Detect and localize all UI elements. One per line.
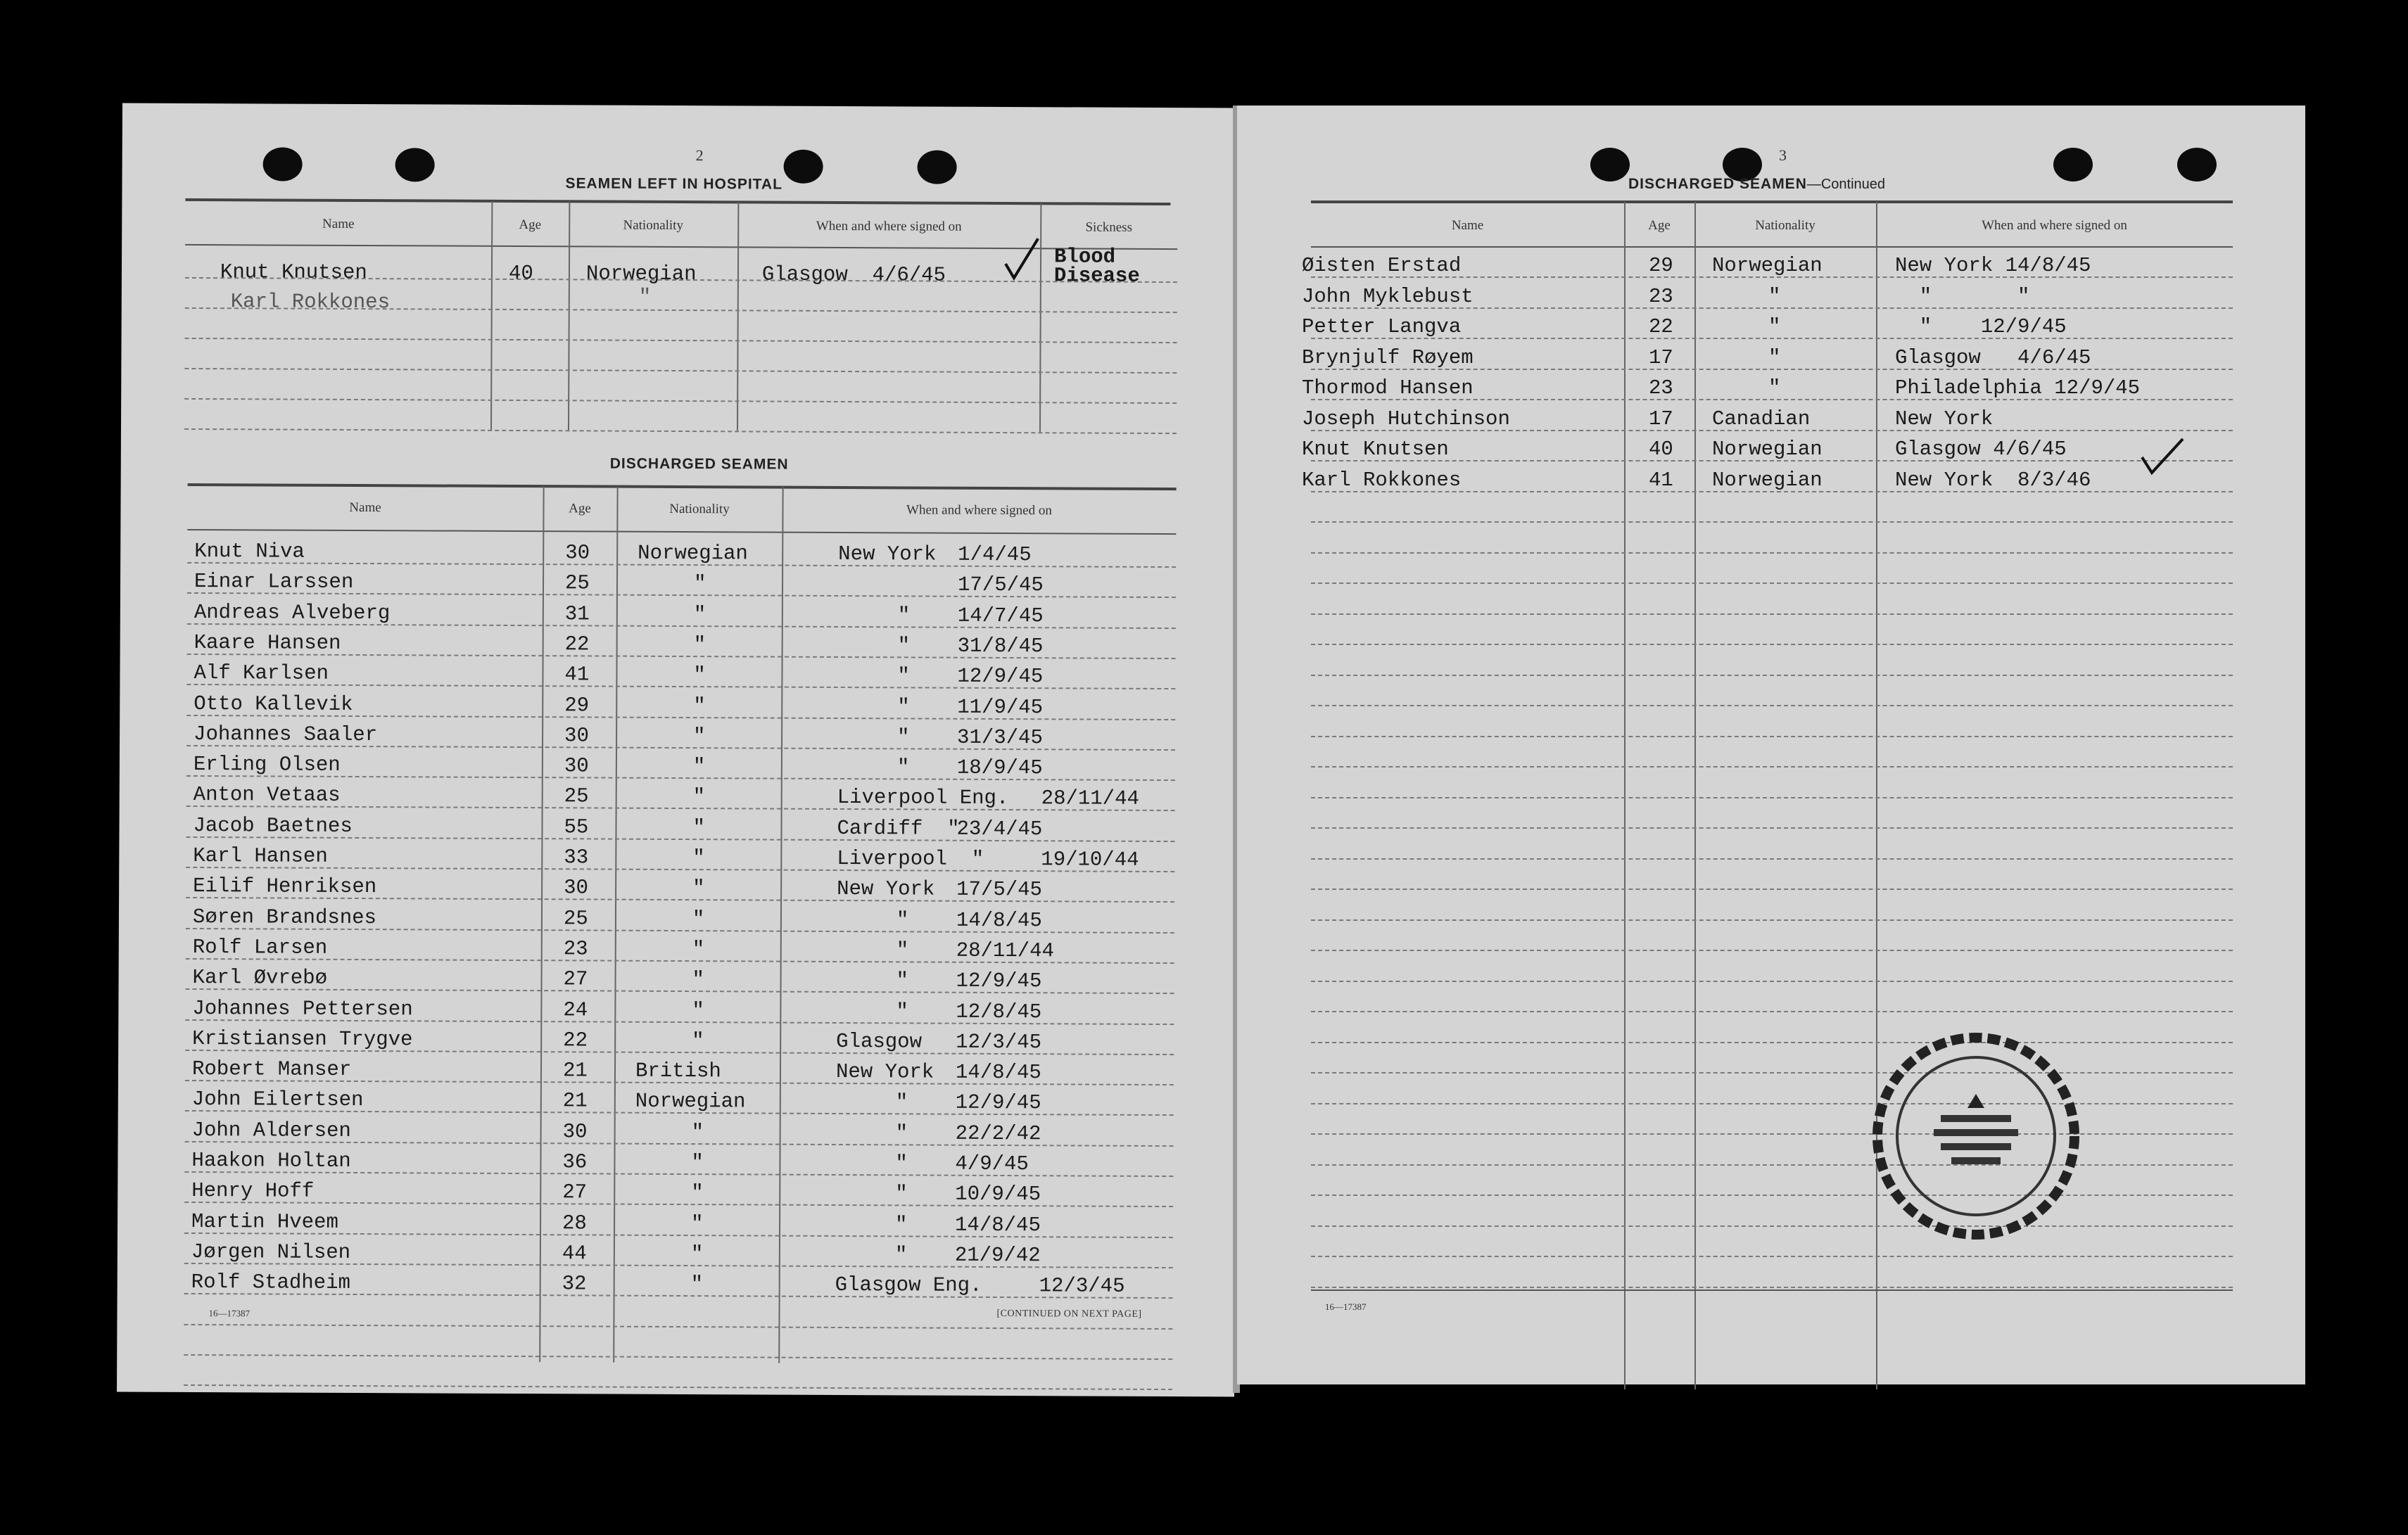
seaman-name: Øisten Erstad bbox=[1302, 254, 1462, 277]
seaman-nationality: " bbox=[690, 1242, 704, 1266]
seaman-name: John Eilertsen bbox=[191, 1087, 364, 1112]
row-rule bbox=[1311, 675, 2233, 676]
seaman-nationality: " bbox=[693, 694, 706, 718]
seaman-name: Martin Hveem bbox=[191, 1209, 338, 1234]
seaman-age: 33 bbox=[564, 846, 589, 870]
seaman-age: 30 bbox=[564, 724, 589, 748]
seaman-nationality: " bbox=[693, 572, 706, 596]
col-header-age: Age bbox=[1648, 218, 1671, 233]
seaman-age: 28 bbox=[562, 1211, 587, 1235]
seaman-name: Petter Langva bbox=[1302, 315, 1462, 338]
seaman-age: 23 bbox=[1649, 376, 1673, 400]
signed-place: " bbox=[897, 634, 911, 658]
signed-date: 1/4/45 bbox=[958, 542, 1032, 567]
signed-date: 31/3/45 bbox=[957, 725, 1043, 750]
seaman-nationality: " bbox=[692, 1029, 704, 1053]
seaman-nationality: " bbox=[1768, 346, 1781, 369]
signed-on: Philadelphia 12/9/45 bbox=[1895, 376, 2141, 400]
seaman-name: Kristiansen Trygve bbox=[192, 1026, 413, 1052]
row-rule bbox=[1311, 521, 2233, 523]
col-header-nationality: Nationality bbox=[1755, 218, 1815, 233]
seaman-name: Søren Brandsnes bbox=[192, 905, 377, 930]
seaman-name: Thormod Hansen bbox=[1302, 376, 1474, 400]
col-header-name: Name bbox=[1451, 218, 1484, 233]
seaman-nationality: Norwegian bbox=[635, 1089, 746, 1114]
seaman-name: Kaare Hansen bbox=[194, 630, 341, 655]
seaman-nationality: " bbox=[1768, 315, 1781, 338]
seaman-nationality: " bbox=[692, 938, 705, 962]
signed-date: 12/8/45 bbox=[956, 1000, 1042, 1024]
row-rule bbox=[1311, 1195, 2233, 1196]
signed-place: Liverpool Eng. bbox=[837, 785, 1009, 810]
signed-place: " bbox=[894, 1213, 908, 1237]
signed-date: 12/9/45 bbox=[956, 969, 1042, 993]
continued-suffix: —Continued bbox=[1806, 177, 1886, 192]
form-number: 16—17387 bbox=[1325, 1301, 1367, 1312]
seaman-nationality: " bbox=[690, 1212, 704, 1236]
row-rule bbox=[1311, 827, 2233, 829]
signed-date: 14/7/45 bbox=[957, 604, 1044, 628]
seaman-age: 17 bbox=[1649, 346, 1673, 369]
seaman-name: Karl Hansen bbox=[193, 843, 328, 868]
seaman-nationality: " bbox=[693, 603, 706, 627]
hospital-name: Karl Rokkones bbox=[230, 290, 391, 314]
hospital-age: 40 bbox=[508, 261, 533, 286]
signed-date: 17/5/45 bbox=[957, 573, 1044, 597]
row-rule bbox=[1311, 1164, 2233, 1166]
seaman-nationality: " bbox=[692, 968, 705, 992]
punch-hole bbox=[395, 148, 435, 181]
seaman-nationality: " bbox=[693, 725, 706, 749]
seaman-age: 32 bbox=[562, 1272, 587, 1296]
row-rule bbox=[184, 1354, 1172, 1360]
seaman-name: Andreas Alveberg bbox=[194, 600, 391, 625]
seaman-age: 30 bbox=[564, 876, 589, 900]
seaman-name: Rolf Stadheim bbox=[191, 1270, 351, 1294]
row-rule bbox=[1311, 950, 2233, 951]
signed-place: " bbox=[896, 1000, 908, 1024]
signed-on: " 12/9/45 bbox=[1895, 315, 2067, 338]
seaman-name: Brynjulf Røyem bbox=[1302, 346, 1474, 369]
hospital-sickness: Disease bbox=[1053, 264, 1140, 288]
seaman-name: Einar Larssen bbox=[194, 569, 354, 594]
seaman-name: Johannes Pettersen bbox=[192, 996, 413, 1021]
signed-on: New York 8/3/46 bbox=[1895, 469, 2091, 492]
hospital-signed: Glasgow 4/6/45 bbox=[761, 262, 946, 287]
signed-place: " bbox=[895, 1090, 908, 1114]
signed-date: 12/9/45 bbox=[957, 664, 1044, 689]
seaman-age: 29 bbox=[1649, 254, 1673, 277]
row-rule bbox=[1311, 582, 2233, 584]
seaman-nationality: " bbox=[692, 846, 705, 870]
signed-on: " " bbox=[1895, 285, 2030, 308]
seaman-nationality: Canadian bbox=[1712, 407, 1811, 431]
hospital-section-title: SEAMEN LEFT IN HOSPITAL bbox=[565, 175, 783, 193]
hospital-nationality: " bbox=[638, 285, 652, 309]
signed-place: Liverpool " bbox=[837, 846, 984, 871]
seaman-nationality: Norwegian bbox=[1712, 469, 1823, 492]
continued-note: [CONTINUED ON NEXT PAGE] bbox=[996, 1308, 1142, 1320]
seaman-name: Alf Karlsen bbox=[194, 661, 329, 685]
punch-hole bbox=[2053, 148, 2093, 181]
seaman-age: 22 bbox=[563, 1028, 588, 1052]
row-rule bbox=[1311, 766, 2233, 768]
row-rule bbox=[1311, 1225, 2233, 1227]
row-rule bbox=[1311, 888, 2233, 890]
row-rule bbox=[1311, 919, 2233, 921]
checkmark-icon bbox=[2138, 436, 2187, 478]
row-rule bbox=[1311, 552, 2233, 554]
seaman-age: 25 bbox=[564, 571, 590, 595]
row-rule bbox=[1311, 1256, 2233, 1257]
signed-date: 10/9/45 bbox=[955, 1182, 1041, 1206]
row-rule bbox=[1311, 1133, 2233, 1135]
seaman-nationality: " bbox=[693, 663, 706, 687]
punch-hole bbox=[1590, 148, 1630, 181]
seaman-age: 23 bbox=[1649, 285, 1673, 308]
row-rule bbox=[1311, 1011, 2233, 1012]
seaman-name: John Myklebust bbox=[1302, 285, 1474, 308]
col-header-signed: When and where signed on bbox=[906, 502, 1052, 518]
col-header-name: Name bbox=[322, 216, 355, 231]
signed-on: Glasgow 4/6/45 bbox=[1895, 438, 2067, 461]
table-bottom-line bbox=[1311, 1289, 2233, 1291]
signed-place: " bbox=[897, 725, 910, 749]
signed-place: Glasgow bbox=[836, 1029, 923, 1054]
seaman-name: Knut Knutsen bbox=[1302, 438, 1449, 461]
row-rule bbox=[1311, 736, 2233, 737]
signed-date: 23/4/45 bbox=[956, 817, 1043, 841]
right-page bbox=[1237, 106, 2305, 1384]
signed-date: 31/8/45 bbox=[957, 634, 1044, 658]
signed-place: New York bbox=[835, 1059, 934, 1084]
row-rule bbox=[1311, 797, 2233, 798]
seaman-name: Henry Hoff bbox=[191, 1178, 315, 1203]
signed-place: " bbox=[896, 938, 909, 962]
seaman-name: Knut Niva bbox=[194, 539, 305, 563]
seaman-age: 25 bbox=[564, 784, 589, 808]
signed-place: New York bbox=[838, 542, 937, 566]
seaman-age: 29 bbox=[564, 694, 590, 718]
signed-place: " bbox=[897, 695, 910, 719]
row-rule bbox=[1311, 1103, 2233, 1104]
seaman-nationality: " bbox=[692, 816, 705, 840]
row-rule bbox=[1311, 705, 2233, 706]
signed-place: " bbox=[895, 1121, 908, 1145]
seaman-name: Anton Vetaas bbox=[193, 782, 341, 807]
seaman-name: Johannes Saaler bbox=[194, 722, 378, 747]
punch-hole bbox=[784, 150, 823, 184]
seaman-age: 22 bbox=[564, 632, 590, 656]
seaman-name: Karl Rokkones bbox=[1302, 469, 1462, 492]
row-rule bbox=[1311, 613, 2233, 615]
form-number: 16—17387 bbox=[208, 1308, 251, 1319]
seaman-age: 25 bbox=[563, 907, 588, 931]
seaman-name: Haakon Holtan bbox=[191, 1148, 351, 1173]
seaman-nationality: " bbox=[692, 877, 705, 900]
seaman-nationality: " bbox=[1768, 285, 1781, 308]
row-rule bbox=[186, 867, 1174, 872]
signed-place: " bbox=[895, 1182, 908, 1206]
seaman-nationality: Norwegian bbox=[1712, 438, 1823, 461]
signed-place: " bbox=[897, 664, 910, 688]
signed-date: 12/3/45 bbox=[1039, 1274, 1125, 1298]
col-header-sickness: Sickness bbox=[1085, 219, 1133, 235]
page-number: 2 bbox=[695, 146, 704, 165]
hospital-name: Knut Knutsen bbox=[220, 260, 367, 285]
seaman-name: Erling Olsen bbox=[193, 752, 341, 777]
hospital-nationality: Norwegian bbox=[585, 262, 697, 286]
signed-date: 28/11/44 bbox=[956, 938, 1055, 963]
signed-place: " bbox=[895, 1152, 908, 1176]
col-header-signed: When and where signed on bbox=[816, 218, 962, 234]
signed-place: " bbox=[894, 1243, 908, 1267]
signed-place: " bbox=[896, 969, 909, 993]
signed-place: " bbox=[896, 908, 909, 932]
seaman-age: 30 bbox=[564, 754, 589, 778]
seaman-age: 41 bbox=[1649, 469, 1673, 492]
discharged-section-title: DISCHARGED SEAMEN bbox=[609, 455, 789, 473]
signed-date: 19/10/44 bbox=[1041, 848, 1139, 872]
signed-date: 21/9/42 bbox=[954, 1243, 1041, 1268]
signed-place: Glasgow Eng. bbox=[835, 1273, 982, 1297]
seaman-nationality: " bbox=[692, 785, 706, 809]
checkmark-icon bbox=[1001, 236, 1044, 285]
signed-on: New York bbox=[1895, 407, 1994, 431]
row-rule bbox=[184, 1324, 1172, 1330]
row-rule bbox=[1311, 981, 2233, 982]
seaman-age: 27 bbox=[562, 1180, 588, 1204]
row-rule bbox=[1311, 1042, 2233, 1043]
seaman-nationality: " bbox=[692, 999, 704, 1023]
punch-hole bbox=[263, 147, 303, 181]
official-stamp bbox=[1863, 1027, 2089, 1245]
signed-place: " bbox=[896, 756, 910, 779]
seaman-nationality: " bbox=[692, 907, 705, 931]
seaman-name: John Aldersen bbox=[191, 1118, 351, 1142]
seaman-nationality: British bbox=[635, 1059, 721, 1083]
signed-on: Glasgow 4/6/45 bbox=[1895, 346, 2091, 369]
row-rule bbox=[1311, 858, 2233, 860]
seaman-age: 44 bbox=[562, 1242, 587, 1266]
seaman-age: 40 bbox=[1649, 438, 1673, 461]
seaman-nationality: Norwegian bbox=[638, 541, 748, 566]
signed-place: Cardiff " bbox=[837, 816, 960, 841]
signed-date: 11/9/45 bbox=[957, 695, 1044, 720]
signed-date: 4/9/45 bbox=[955, 1152, 1029, 1176]
col-header-age: Age bbox=[569, 501, 591, 516]
punch-hole bbox=[2177, 148, 2217, 181]
seaman-name: Joseph Hutchinson bbox=[1302, 407, 1510, 431]
seaman-nationality: " bbox=[1768, 376, 1781, 400]
signed-date: 28/11/44 bbox=[1041, 786, 1140, 810]
col-header-nationality: Nationality bbox=[623, 217, 684, 234]
seaman-age: 21 bbox=[562, 1059, 588, 1083]
row-rule bbox=[184, 1384, 1172, 1390]
seaman-age: 24 bbox=[563, 998, 588, 1022]
seaman-name: Robert Manser bbox=[191, 1057, 352, 1081]
col-header-signed: When and where signed on bbox=[1982, 218, 2127, 233]
row-rule bbox=[1311, 644, 2233, 645]
hospital-sickness: Blood bbox=[1053, 245, 1116, 269]
seaman-age: 30 bbox=[565, 541, 590, 565]
seaman-nationality: " bbox=[691, 1121, 704, 1145]
page-number: 3 bbox=[1779, 146, 1787, 164]
signed-place: " bbox=[897, 604, 911, 628]
col-header-age: Age bbox=[519, 217, 542, 233]
seaman-name: Rolf Larsen bbox=[192, 935, 328, 960]
punch-hole bbox=[918, 150, 957, 184]
seaman-age: 55 bbox=[564, 815, 589, 839]
seaman-age: 36 bbox=[562, 1150, 588, 1174]
seaman-nationality: " bbox=[691, 1151, 704, 1175]
seaman-name: Karl Øvrebø bbox=[192, 965, 328, 990]
seaman-name: Eilif Henriksen bbox=[193, 874, 377, 899]
seaman-name: Jacob Baetnes bbox=[193, 813, 353, 838]
seaman-age: 21 bbox=[562, 1089, 588, 1113]
signed-date: 14/8/45 bbox=[955, 1060, 1041, 1085]
seaman-age: 17 bbox=[1649, 407, 1673, 431]
signed-date: 12/3/45 bbox=[956, 1030, 1042, 1055]
section-title: DISCHARGED SEAMEN bbox=[1628, 176, 1807, 192]
seaman-nationality: Norwegian bbox=[1712, 254, 1823, 277]
signed-date: 22/2/42 bbox=[955, 1121, 1041, 1146]
seaman-age: 41 bbox=[564, 663, 590, 687]
seaman-age: 22 bbox=[1649, 315, 1673, 338]
row-rule bbox=[1311, 1287, 2233, 1288]
seaman-nationality: " bbox=[691, 1181, 704, 1205]
signed-date: 14/8/45 bbox=[954, 1213, 1041, 1237]
seaman-age: 23 bbox=[563, 937, 588, 961]
row-rule bbox=[1311, 1072, 2233, 1074]
signed-on: New York 14/8/45 bbox=[1895, 254, 2091, 277]
seaman-name: Otto Kallevik bbox=[194, 692, 353, 716]
signed-date: 17/5/45 bbox=[956, 877, 1043, 902]
signed-date: 18/9/45 bbox=[956, 756, 1043, 780]
seaman-name: Jørgen Nilsen bbox=[191, 1240, 351, 1264]
seaman-nationality: " bbox=[692, 755, 706, 779]
col-header-nationality: Nationality bbox=[669, 501, 730, 517]
seaman-age: 31 bbox=[564, 602, 590, 626]
left-page bbox=[117, 103, 1240, 1397]
seaman-nationality: " bbox=[690, 1273, 704, 1297]
signed-date: 14/8/45 bbox=[956, 908, 1042, 933]
signed-place: New York bbox=[837, 877, 935, 901]
col-header-name: Name bbox=[349, 499, 381, 516]
seaman-nationality: " bbox=[693, 633, 706, 657]
seaman-age: 27 bbox=[563, 967, 588, 991]
signed-date: 12/9/45 bbox=[955, 1090, 1041, 1115]
discharged-continued-title bbox=[1628, 176, 1885, 193]
seaman-age: 30 bbox=[562, 1120, 588, 1144]
